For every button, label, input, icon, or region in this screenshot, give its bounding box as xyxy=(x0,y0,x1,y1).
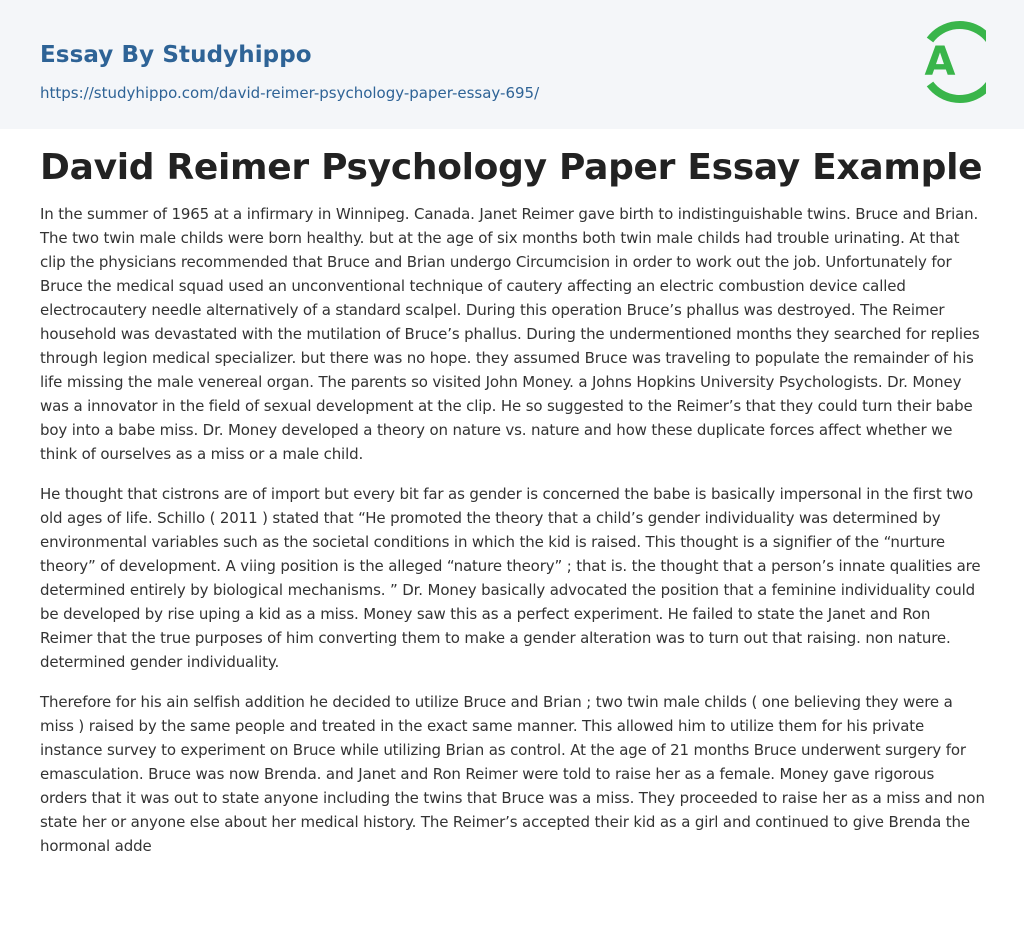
site-brand[interactable]: Essay By Studyhippo xyxy=(40,42,312,68)
essay-paragraph-2: He thought that cistrons are of import but every bit far as gender is concerned the babe is basically impersonal in the first two old ages of life. Schillo ( 2011 ) stated that “He promoted the theory that a child’s gender individuality was determined by environmental variables such as the societal conditions in which the kid is raised. This thought is a signifier of the “nurture theory” of development. A viing position is the alleged “nature theory” ; that is. the thought that a person’s innate qualities are determined entirely by biological mechanisms. ” Dr. Money basically advocated the position that a feminine individuality could be developed by rise uping a kid as a miss. Money saw this as a perfect experiment. He failed to state the Janet and Ron Reimer that the true purposes of him converting them to make a gender alteration was to turn out that raising. non nature. determined gender individuality. xyxy=(40,485,981,671)
studyhippo-logo[interactable] xyxy=(914,19,986,105)
page-title: David Reimer Psychology Paper Essay Example xyxy=(40,147,983,188)
site-header xyxy=(0,0,1024,129)
essay-paragraph-3: Therefore for his ain selfish addition he decided to utilize Bruce and Brian ; two twin male childs ( one believing they were a miss ) raised by the same people and treated in the exact same manner. This allowed him to utilize them for his private instance survey to experiment on Bruce while utilizing Brian as control. At the age of 21 months Bruce underwent surgery for emasculation. Bruce was now Brenda. and Janet and Ron Reimer were told to raise her as a female. Money gave rigorous orders that it was out to state anyone including the twins that Bruce was a miss. They proceeded to raise her as a miss and non state her or anyone else about her medical history. The Reimer’s accepted their kid as a girl and continued to give Brenda the hormonal adde xyxy=(40,693,985,855)
logo-letter: A xyxy=(924,39,956,85)
essay-paragraph-1: In the summer of 1965 at a infirmary in Winnipeg. Canada. Janet Reimer gave birth to indistinguishable twins. Bruce and Brian. The two twin male childs were born healthy. but at the age of six months both twin male childs had trouble urinating. At that clip the physicians recommended that Bruce and Brian undergo Circumcision in order to work out the job. Unfortunately for Bruce the medical squad used an unconventional technique of cautery affecting an electric combustion device called electrocautery needle alternatively of a standard scalpel. During this operation Bruce’s phallus was destroyed. The Reimer household was devastated with the mutilation of Bruce’s phallus. During the undermentioned months they searched for replies through legion medical specializer. but there was no hope. they assumed Bruce was traveling to populate the remainder of his life missing the male venereal organ. The parents so visited John Money. a Johns Hopkins University Psychologists. Dr. Money was a innovator in the field of sexual development at the clip. He so suggested to the Reimer’s that they could turn their babe boy into a babe miss. Dr. Money developed a theory on nature vs. nature and how these duplicate forces affect whether we think of ourselves as a miss or a male child. xyxy=(40,205,980,463)
page-url-link[interactable]: https://studyhippo.com/david-reimer-psychology-paper-essay-695/ xyxy=(40,84,540,102)
article xyxy=(40,140,985,874)
